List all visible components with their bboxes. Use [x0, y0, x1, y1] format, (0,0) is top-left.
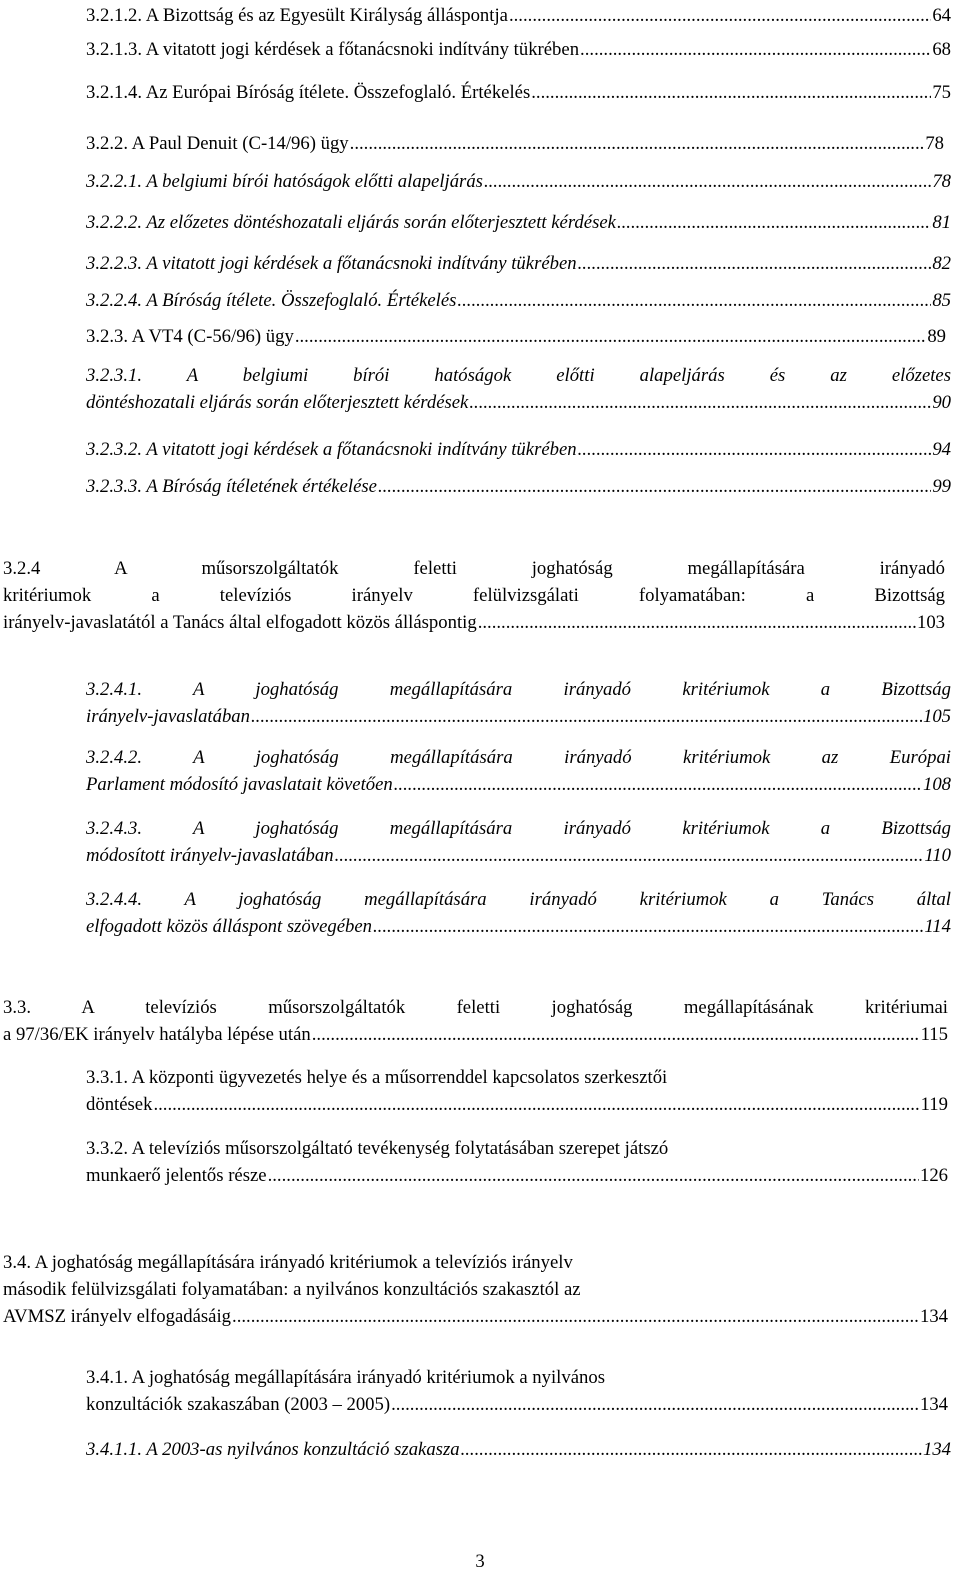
toc-entry-title: konzultációk szakaszában (2003 – 2005)	[86, 1394, 391, 1415]
toc-entry-line	[86, 250, 951, 277]
toc-page-number: 134	[919, 1394, 948, 1415]
toc-entry-title: kritériumok a televíziós irányelv felülvizsgálati folyamatában: a Bizottság	[3, 585, 945, 606]
toc-entry-line	[86, 36, 951, 63]
toc-entry-line	[86, 209, 951, 236]
dot-leader	[580, 36, 931, 63]
toc-entry-title: 3.3.1. A központi ügyvezetés helye és a műsorrenddel kapcsolatos szerkesztői	[86, 1067, 668, 1088]
toc-page-number: 103	[916, 612, 945, 633]
dot-leader	[335, 842, 924, 869]
toc-page-number: 110	[924, 845, 951, 866]
toc-entry-line	[86, 1364, 948, 1391]
toc-entry-line	[86, 1091, 948, 1118]
toc-entry-line	[3, 1249, 948, 1276]
toc-entry	[86, 473, 951, 500]
toc-entry-line	[86, 744, 951, 771]
toc-entry-title: AVMSZ irányelv elfogadásáig	[3, 1306, 232, 1327]
toc-entry-title: irányelv-javaslatában	[86, 706, 250, 727]
toc-page-number: 94	[932, 439, 951, 460]
toc-entry	[86, 36, 951, 63]
toc-entry-line	[86, 389, 951, 416]
toc-entry-line	[86, 1391, 948, 1418]
toc-entry-title: 3.2.3.2. A vitatott jogi kérdések a főtanácsnoki indítvány tükrében	[86, 439, 577, 460]
toc-entry-title: 3.2.1.2. A Bizottság és az Egyesült Királyság álláspontja	[86, 5, 508, 26]
toc-page-number: 114	[924, 916, 951, 937]
toc-entry-line	[3, 582, 945, 609]
toc-page-number: 75	[932, 82, 951, 103]
toc-entry	[86, 1364, 948, 1418]
toc-page-number: 108	[922, 774, 951, 795]
toc-entry-line	[86, 1064, 948, 1091]
toc-entry-title: 3.2.2. A Paul Denuit (C-14/96) ügy	[86, 133, 349, 154]
dot-leader	[373, 913, 923, 940]
toc-entry-title: a 97/36/EK irányelv hatályba lépése után	[3, 1024, 311, 1045]
toc-entry-title: munkaerő jelentős része	[86, 1165, 267, 1186]
toc-entry-title: 3.2.3.1. A belgiumi bírói hatóságok előtti alapeljárás és az előzetes	[86, 365, 951, 386]
toc-entry-line	[86, 1162, 948, 1189]
toc-entry-line	[86, 771, 951, 798]
toc-entry-line	[86, 168, 951, 195]
toc-entry	[3, 994, 948, 1048]
toc-entry	[86, 436, 951, 463]
toc-entry	[86, 250, 951, 277]
toc-entry-line	[86, 1436, 951, 1463]
toc-entry	[86, 362, 951, 416]
toc-entry-title: 3.2.1.4. Az Európai Bíróság ítélete. Összefoglaló. Értékelés	[86, 82, 531, 103]
toc-entry-title: 3.2.3. A VT4 (C-56/96) ügy	[86, 326, 294, 347]
toc-entry-line	[3, 609, 945, 636]
toc-page-number: 90	[932, 392, 951, 413]
toc-entry-line	[86, 815, 951, 842]
dot-leader	[350, 130, 925, 157]
toc-entry-line	[3, 1021, 948, 1048]
toc-entry-line	[86, 473, 951, 500]
toc-entry	[86, 2, 951, 29]
toc-entry	[86, 209, 951, 236]
toc-entry	[3, 555, 945, 636]
dot-leader	[578, 250, 932, 277]
dot-leader	[394, 771, 922, 798]
dot-leader	[232, 1303, 919, 1330]
toc-entry-title: második felülvizsgálati folyamatában: a nyilvános konzultációs szakasztól az	[3, 1279, 581, 1300]
toc-entry-title: 3.2.4.3. A joghatóság megállapítására irányadó kritériumok a Bizottság	[86, 818, 951, 839]
toc-entry-line	[86, 676, 951, 703]
toc-entry-line	[86, 130, 944, 157]
toc-page-number: 119	[920, 1094, 948, 1115]
toc-entry-line	[86, 2, 951, 29]
toc-entry-line	[3, 555, 945, 582]
toc-entry-line	[86, 842, 951, 869]
toc-page-number: 78	[925, 133, 944, 154]
toc-entry-line	[86, 436, 951, 463]
toc-entry-title: 3.2.2.4. A Bíróság ítélete. Összefoglaló. Értékelés	[86, 290, 457, 311]
dot-leader	[484, 168, 931, 195]
toc-entry-title: Parlament módosító javaslatait követően	[86, 774, 393, 795]
toc-entry	[86, 168, 951, 195]
toc-page-number: 89	[927, 326, 946, 347]
toc-entry	[86, 130, 944, 157]
toc-entry-title: döntéshozatali eljárás során előterjesztett kérdések	[86, 392, 469, 413]
toc-entry-title: 3.3. A televíziós műsorszolgáltatók feletti joghatóság megállapításának kritériumai	[3, 997, 948, 1018]
toc-entry-title: 3.4. A joghatóság megállapítására irányadó kritériumok a televíziós irányelv	[3, 1252, 573, 1273]
toc-entry-line	[86, 913, 951, 940]
toc-entry-title: 3.4.1. A joghatóság megállapítására irányadó kritériumok a nyilvános	[86, 1367, 605, 1388]
toc-page-number: 99	[932, 476, 951, 497]
toc-entry-title: 3.2.2.1. A belgiumi bírói hatóságok előtti alapeljárás	[86, 171, 483, 192]
toc-entry-title: 3.2.4 A műsorszolgáltatók feletti joghatóság megállapítására irányadó	[3, 558, 945, 579]
dot-leader	[578, 436, 932, 463]
toc-page-number: 134	[919, 1306, 948, 1327]
toc-entry	[86, 815, 951, 869]
toc-entry	[86, 323, 946, 350]
toc-entry-title: 3.2.2.3. A vitatott jogi kérdések a főtanácsnoki indítvány tükrében	[86, 253, 577, 274]
toc-entry	[86, 886, 951, 940]
toc-entry	[86, 1064, 948, 1118]
dot-leader	[509, 2, 931, 29]
toc-entry	[86, 676, 951, 730]
toc-page-number: 64	[932, 5, 951, 26]
dot-leader	[617, 209, 931, 236]
dot-leader	[478, 609, 916, 636]
dot-leader	[153, 1091, 919, 1118]
toc-entry-title: 3.3.2. A televíziós műsorszolgáltató tevékenység folytatásában szerepet játszó	[86, 1138, 669, 1159]
toc-entry-title: 3.2.4.2. A joghatóság megállapítására irányadó kritériumok az Európai	[86, 747, 951, 768]
toc-entry-line	[3, 994, 948, 1021]
toc-entry-title: elfogadott közös álláspont szövegében	[86, 916, 372, 937]
dot-leader	[531, 79, 931, 106]
toc-page-number: 85	[932, 290, 951, 311]
toc-page-number: 78	[932, 171, 951, 192]
dot-leader	[268, 1162, 919, 1189]
toc-entry-line	[86, 287, 951, 314]
dot-leader	[312, 1021, 920, 1048]
page-number: 3	[475, 1551, 485, 1572]
dot-leader	[295, 323, 926, 350]
toc-page-number: 82	[932, 253, 951, 274]
toc-entry	[86, 1436, 951, 1463]
toc-page-number: 134	[922, 1439, 951, 1460]
dot-leader	[251, 703, 922, 730]
toc-entry-title: 3.2.4.1. A joghatóság megállapítására irányadó kritériumok a Bizottság	[86, 679, 951, 700]
toc-entry-line	[86, 886, 951, 913]
toc-entry-title: 3.2.3.3. A Bíróság ítéletének értékelése	[86, 476, 377, 497]
toc-entry-title: 3.2.2.2. Az előzetes döntéshozatali eljárás során előterjesztett kérdések	[86, 212, 616, 233]
dot-leader	[457, 287, 931, 314]
toc-entry-line	[86, 703, 951, 730]
toc-entry	[86, 1135, 948, 1189]
dot-leader	[391, 1391, 919, 1418]
toc-page-number: 68	[932, 39, 951, 60]
toc-page-number: 126	[919, 1165, 948, 1186]
dot-leader	[378, 473, 931, 500]
toc-entry-title: módosított irányelv-javaslatában	[86, 845, 334, 866]
toc-entry-title: 3.2.1.3. A vitatott jogi kérdések a főtanácsnoki indítvány tükrében	[86, 39, 580, 60]
toc-entry-title: döntések	[86, 1094, 153, 1115]
dot-leader	[461, 1436, 922, 1463]
toc-entry-title: 3.4.1.1. A 2003-as nyilvános konzultáció szakasza	[86, 1439, 460, 1460]
toc-entry-line	[3, 1276, 948, 1303]
toc-entry	[3, 1249, 948, 1330]
toc-entry-title: 3.2.4.4. A joghatóság megállapítására irányadó kritériumok a Tanács által	[86, 889, 951, 910]
toc-entry	[86, 744, 951, 798]
toc-entry-line	[3, 1303, 948, 1330]
toc-entry-line	[86, 79, 951, 106]
toc-entry	[86, 79, 951, 106]
toc-entry-line	[86, 323, 946, 350]
toc-entry-title: irányelv-javaslatától a Tanács által elfogadott közös álláspontig	[3, 612, 477, 633]
toc-entry-line	[86, 362, 951, 389]
dot-leader	[469, 389, 931, 416]
toc-page-number: 105	[922, 706, 951, 727]
toc-entry-line	[86, 1135, 948, 1162]
toc-page-number: 115	[920, 1024, 948, 1045]
toc-page-number: 81	[932, 212, 951, 233]
toc-entry	[86, 287, 951, 314]
